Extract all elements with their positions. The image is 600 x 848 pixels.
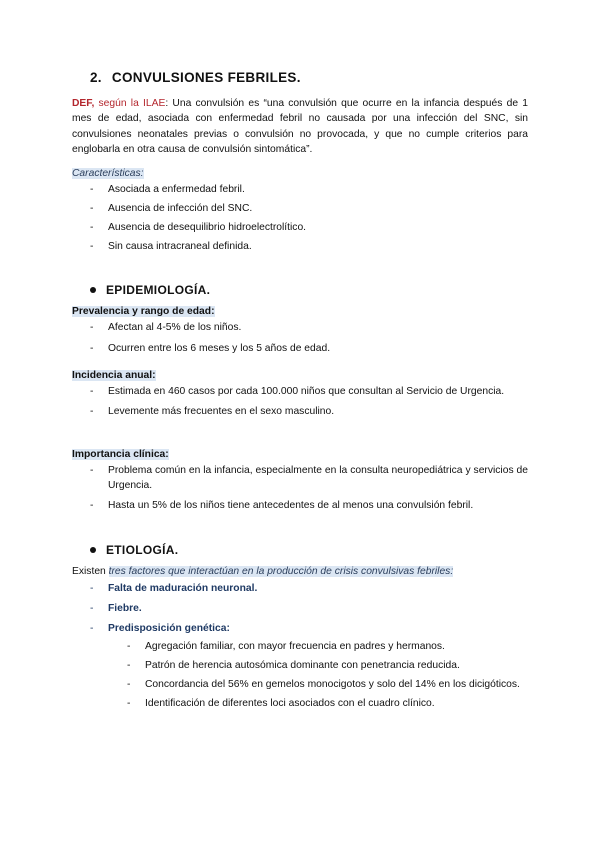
list-item: - Estimada en 460 casos por cada 100.000 niños que consultan al Servicio de Urgencia. xyxy=(90,386,505,397)
list-item: - Afectan al 4-5% de los niños. xyxy=(90,322,242,333)
list-item: - Predisposición genética: xyxy=(90,623,230,634)
incidencia-heading-text: Incidencia anual: xyxy=(72,370,156,381)
prevalencia-heading xyxy=(72,306,215,317)
list-item: - Agregación familiar, con mayor frecuencia en padres y hermanos. xyxy=(127,641,445,652)
list-item: - Problema común en la infancia, especialmente en la consulta neuropediátrica y servicios de Urgencia. xyxy=(90,465,528,491)
list-item: - Fiebre. xyxy=(90,603,142,614)
etiologia-heading-text: ETIOLOGÍA. xyxy=(106,543,179,557)
bullet-dot-icon xyxy=(90,287,96,293)
list-item: - Levemente más frecuentes en el sexo masculino. xyxy=(90,406,335,417)
incidencia-list xyxy=(90,384,528,419)
caracteristicas-heading-text: Características: xyxy=(72,168,144,179)
definition-paragraph xyxy=(72,96,528,158)
genetic-items-list xyxy=(127,639,528,711)
caracteristicas-list xyxy=(90,182,528,254)
list-item: - Ocurren entre los 6 meses y los 5 años de edad. xyxy=(90,343,331,354)
list-item: - Falta de maduración neuronal. xyxy=(90,583,258,594)
incidencia-heading xyxy=(72,370,156,381)
caracteristicas-heading xyxy=(72,168,144,179)
definition-tag: DEF, xyxy=(72,98,95,109)
list-item: - Identificación de diferentes loci asociados con el cuadro clínico. xyxy=(127,698,435,709)
etiologia-intro-italic: tres factores que interactúan en la producción de crisis convulsivas febriles: xyxy=(108,566,454,577)
importancia-list xyxy=(90,463,528,513)
etiologia-intro xyxy=(72,566,453,577)
etiologia-intro-text: Existen xyxy=(72,566,109,577)
importancia-heading xyxy=(72,449,169,460)
list-item: - Hasta un 5% de los niños tiene antecedentes de al menos una convulsión febril. xyxy=(90,500,474,511)
prevalencia-list xyxy=(90,320,528,356)
section-title-text: CONVULSIONES FEBRILES. xyxy=(111,70,301,85)
etiologia-heading xyxy=(90,543,178,557)
importancia-heading-text: Importancia clínica: xyxy=(72,449,169,460)
list-item: - Ausencia de desequilibrio hidroelectrolítico. xyxy=(90,222,307,233)
definition-source: según la ILAE xyxy=(94,98,166,109)
list-item: - Patrón de herencia autosómica dominante con penetrancia reducida. xyxy=(127,660,460,671)
epidemiologia-heading xyxy=(90,283,210,297)
bullet-dot-icon xyxy=(90,547,96,553)
section-number: 2. xyxy=(90,70,102,85)
list-item: - Concordancia del 56% en gemelos monocigotos y solo del 14% en los dicigóticos. xyxy=(127,679,520,690)
epidemiologia-heading-text: EPIDEMIOLOGÍA. xyxy=(106,283,211,297)
section-title xyxy=(90,70,301,85)
etiologia-factors-list xyxy=(90,581,528,636)
list-item: - Sin causa intracraneal definida. xyxy=(90,241,252,252)
definition-text: : Una convulsión es “una convulsión que ocurre en la infancia después de 1 mes de edad, asociada con enfermedad febril no causada por una infección del SNC, sin convulsiones neonatales previas o convulsión no provocada, y que no cumple criterios para englobarla en otra causa de convulsión sintomática”. xyxy=(72,98,528,156)
list-item: - Asociada a enfermedad febril. xyxy=(90,184,245,195)
list-item: - Ausencia de infección del SNC. xyxy=(90,203,253,214)
prevalencia-heading-text: Prevalencia y rango de edad: xyxy=(72,306,215,317)
